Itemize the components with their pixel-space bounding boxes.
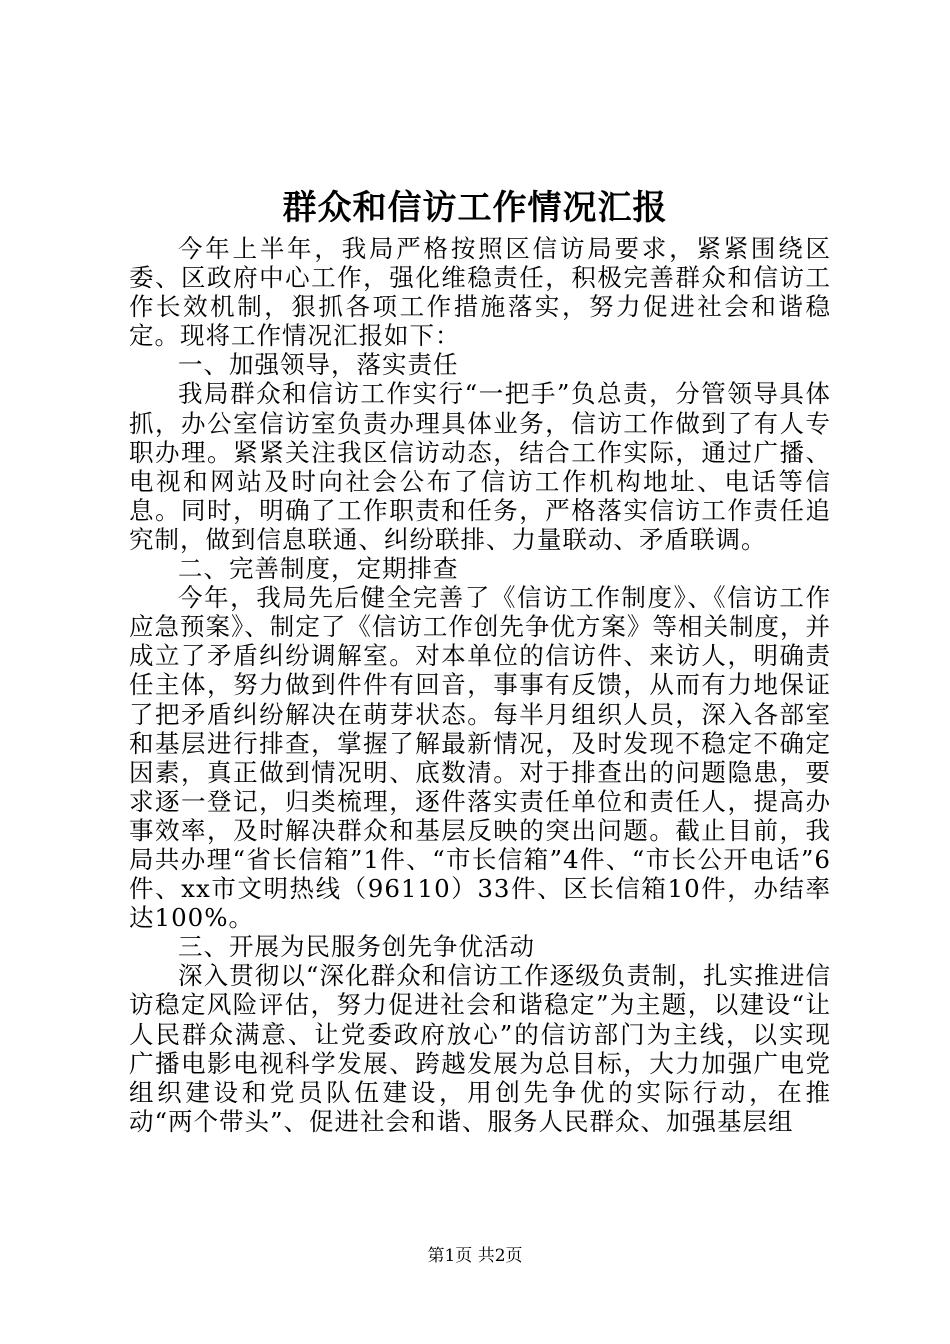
paragraph-intro: 今年上半年，我局严格按照区信访局要求，紧紧围绕区委、区政府中心工作，强化维稳责任，积极完善群众和信访工作长效机制，狠抓各项工作措施落实，努力促进社会和谐稳定。现将工作情况汇报如下： (129, 234, 831, 351)
section-heading-3: 三、开展为民服务创先争优活动 (178, 932, 535, 962)
page-number-footer: 第1页 共2页 (427, 1246, 523, 1266)
section-heading-1: 一、加强领导，落实责任 (178, 350, 459, 380)
paragraph-section-2: 今年，我局先后健全完善了《信访工作制度》、《信访工作应急预案》、制定了《信访工作创先争优方案》等相关制度，并成立了矛盾纠纷调解室。对本单位的信访件、来访人，明确责任主体，努力做到件件有回音，事事有反馈，从而有力地保证了把矛盾纠纷解决在萌芽状态。每半月组织人员，深入各部室和基层进行排查，掌握了解最新情况，及时发现不稳定不确定因素，真正做到情况明、底数清。对于排查出的问题隐患，要求逐一登记，归类梳理，逐件落实责任单位和责任人，提高办事效率，及时解决群众和基层反映的突出问题。截止目前，我局共办理“省长信箱”1件、“市长信箱”4件、“市长公开电话”6件、xx市文明热线（96110）33件、区长信箱10件，办结率达100%。 (129, 583, 831, 933)
paragraph-section-3: 深入贯彻以“深化群众和信访工作逐级负责制，扎实推进信访稳定风险评估，努力促进社会和谐稳定”为主题，以建设“让人民群众满意、让党委政府放心”的信访部门为主线，以实现广播电影电视科学发展、跨越发展为总目标，大力加强广电党组织建设和党员队伍建设，用创先争优的实际行动，在推动“两个带头”、促进社会和谐、服务人民群众、加强基层组 (129, 961, 831, 1136)
section-heading-2: 二、完善制度，定期排查 (178, 554, 459, 584)
paragraph-section-1: 我局群众和信访工作实行“一把手”负总责，分管领导具体抓，办公室信访室负责办理具体业务，信访工作做到了有人专职办理。紧紧关注我区信访动态，结合工作实际，通过广播、电视和网站及时向社会公布了信访工作机构地址、电话等信息。同时，明确了工作职责和任务，严格落实信访工作责任追究制，做到信息联通、纠纷联排、力量联动、矛盾联调。 (129, 379, 831, 554)
document-title: 群众和信访工作情况汇报 (282, 188, 668, 228)
document-body (129, 234, 831, 1136)
